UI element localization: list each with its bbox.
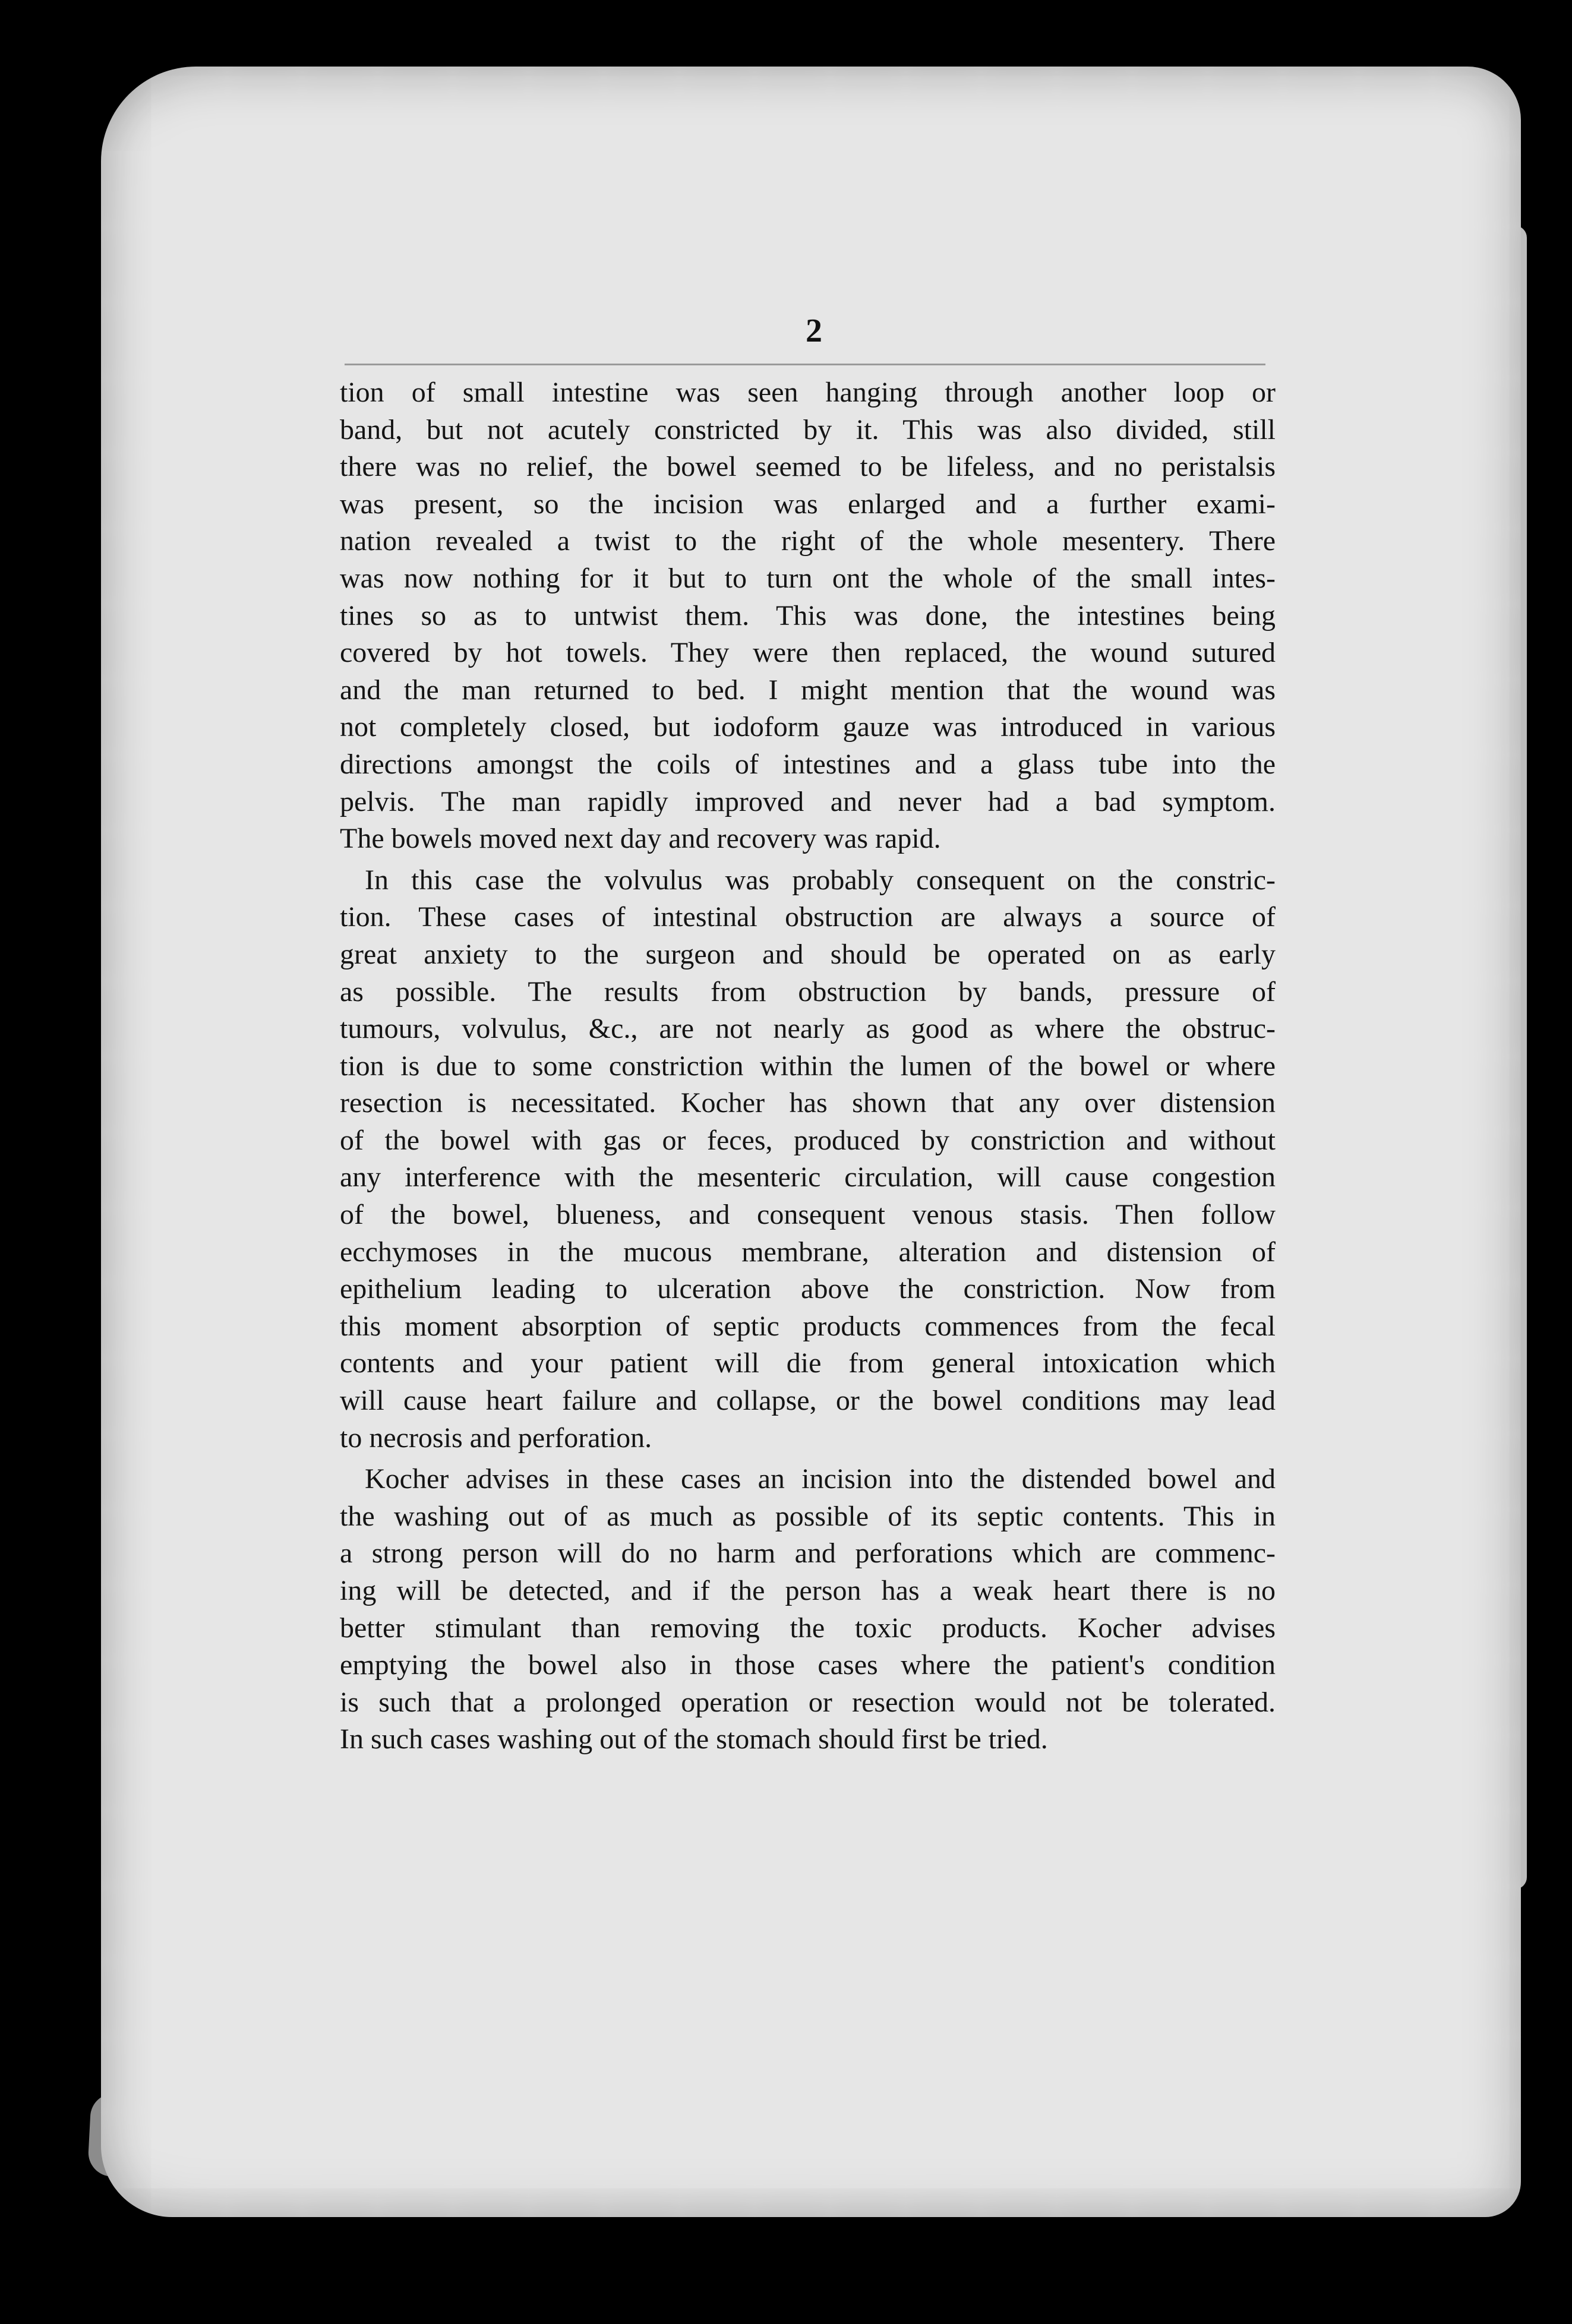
text-line: emptying the bowel also in those cases where the patient's condition	[340, 1649, 1276, 1681]
header-rule	[345, 364, 1265, 365]
text-line: tumours, volvulus, &c., are not nearly as good as where the obstruc-	[340, 1013, 1276, 1045]
text-line: was now nothing for it but to turn ont the whole of the small intes-	[340, 562, 1276, 594]
text-line: The bowels moved next day and recovery was rapid.	[340, 823, 941, 855]
text-line: the washing out of as much as possible of its septic contents. This in	[340, 1500, 1276, 1532]
text-line: tines so as to untwist them. This was done, the intestines being	[340, 599, 1276, 631]
text-line: nation revealed a twist to the right of the whole mesentery. There	[340, 525, 1276, 557]
text-line: covered by hot towels. They were then replaced, the wound sutured	[340, 637, 1276, 669]
text-line: ing will be detected, and if the person has a weak heart there is no	[340, 1575, 1276, 1606]
text-line: was present, so the incision was enlarged and a further exami-	[340, 488, 1276, 520]
text-line: will cause heart failure and collapse, or the bowel conditions may lead	[340, 1385, 1276, 1417]
text-line: any interference with the mesenteric circulation, will cause congestion	[340, 1161, 1276, 1193]
text-line: a strong person will do no harm and perforations which are commenc-	[340, 1537, 1276, 1570]
text-line: tion of small intestine was seen hanging through another loop or	[340, 377, 1276, 408]
text-line: pelvis. The man rapidly improved and never had a bad symptom.	[340, 785, 1276, 817]
text-line: of the bowel, blueness, and consequent venous stasis. Then follow	[340, 1199, 1276, 1231]
text-line: not completely closed, but iodoform gauze was introduced in various	[340, 711, 1276, 743]
text-line: there was no relief, the bowel seemed to be lifeless, and no peristalsis	[340, 451, 1276, 483]
text-line: tion is due to some constriction within the lumen of the bowel or where	[340, 1050, 1276, 1082]
body-text	[340, 374, 1276, 1758]
text-line: epithelium leading to ulceration above the constriction. Now from	[340, 1273, 1276, 1305]
text-line: ecchymoses in the mucous membrane, alteration and distension of	[340, 1236, 1276, 1268]
page-number: 2	[806, 312, 822, 349]
text-line: Kocher advises in these cases an incision into the distended bowel and	[365, 1463, 1276, 1495]
paragraph	[340, 862, 1276, 1457]
text-line: great anxiety to the surgeon and should be operated on as early	[340, 938, 1276, 970]
text-line: band, but not acutely constricted by it. This was also divided, still	[340, 413, 1276, 446]
text-line: In this case the volvulus was probably consequent on the constric-	[365, 864, 1276, 896]
text-line: In such cases washing out of the stomach should first be tried.	[340, 1723, 1048, 1755]
text-line: and the man returned to bed. I might mention that the wound was	[340, 674, 1276, 706]
text-line: is such that a prolonged operation or resection would not be tolerated.	[340, 1686, 1276, 1718]
text-line: contents and your patient will die from general intoxication which	[340, 1347, 1276, 1379]
text-line: to necrosis and perforation.	[340, 1422, 652, 1454]
text-line: as possible. The results from obstruction by bands, pressure of	[340, 975, 1276, 1008]
text-line: tion. These cases of intestinal obstruction are always a source of	[340, 901, 1276, 933]
text-line: better stimulant than removing the toxic products. Kocher advises	[340, 1612, 1276, 1644]
text-line: this moment absorption of septic products commences from the fecal	[340, 1310, 1276, 1342]
text-line: directions amongst the coils of intestines and a glass tube into the	[340, 748, 1276, 780]
text-line: resection is necessitated. Kocher has shown that any over distension	[340, 1087, 1276, 1119]
text-line: of the bowel with gas or feces, produced by constriction and without	[340, 1124, 1276, 1156]
paragraph	[340, 1461, 1276, 1758]
paragraph	[340, 374, 1276, 858]
